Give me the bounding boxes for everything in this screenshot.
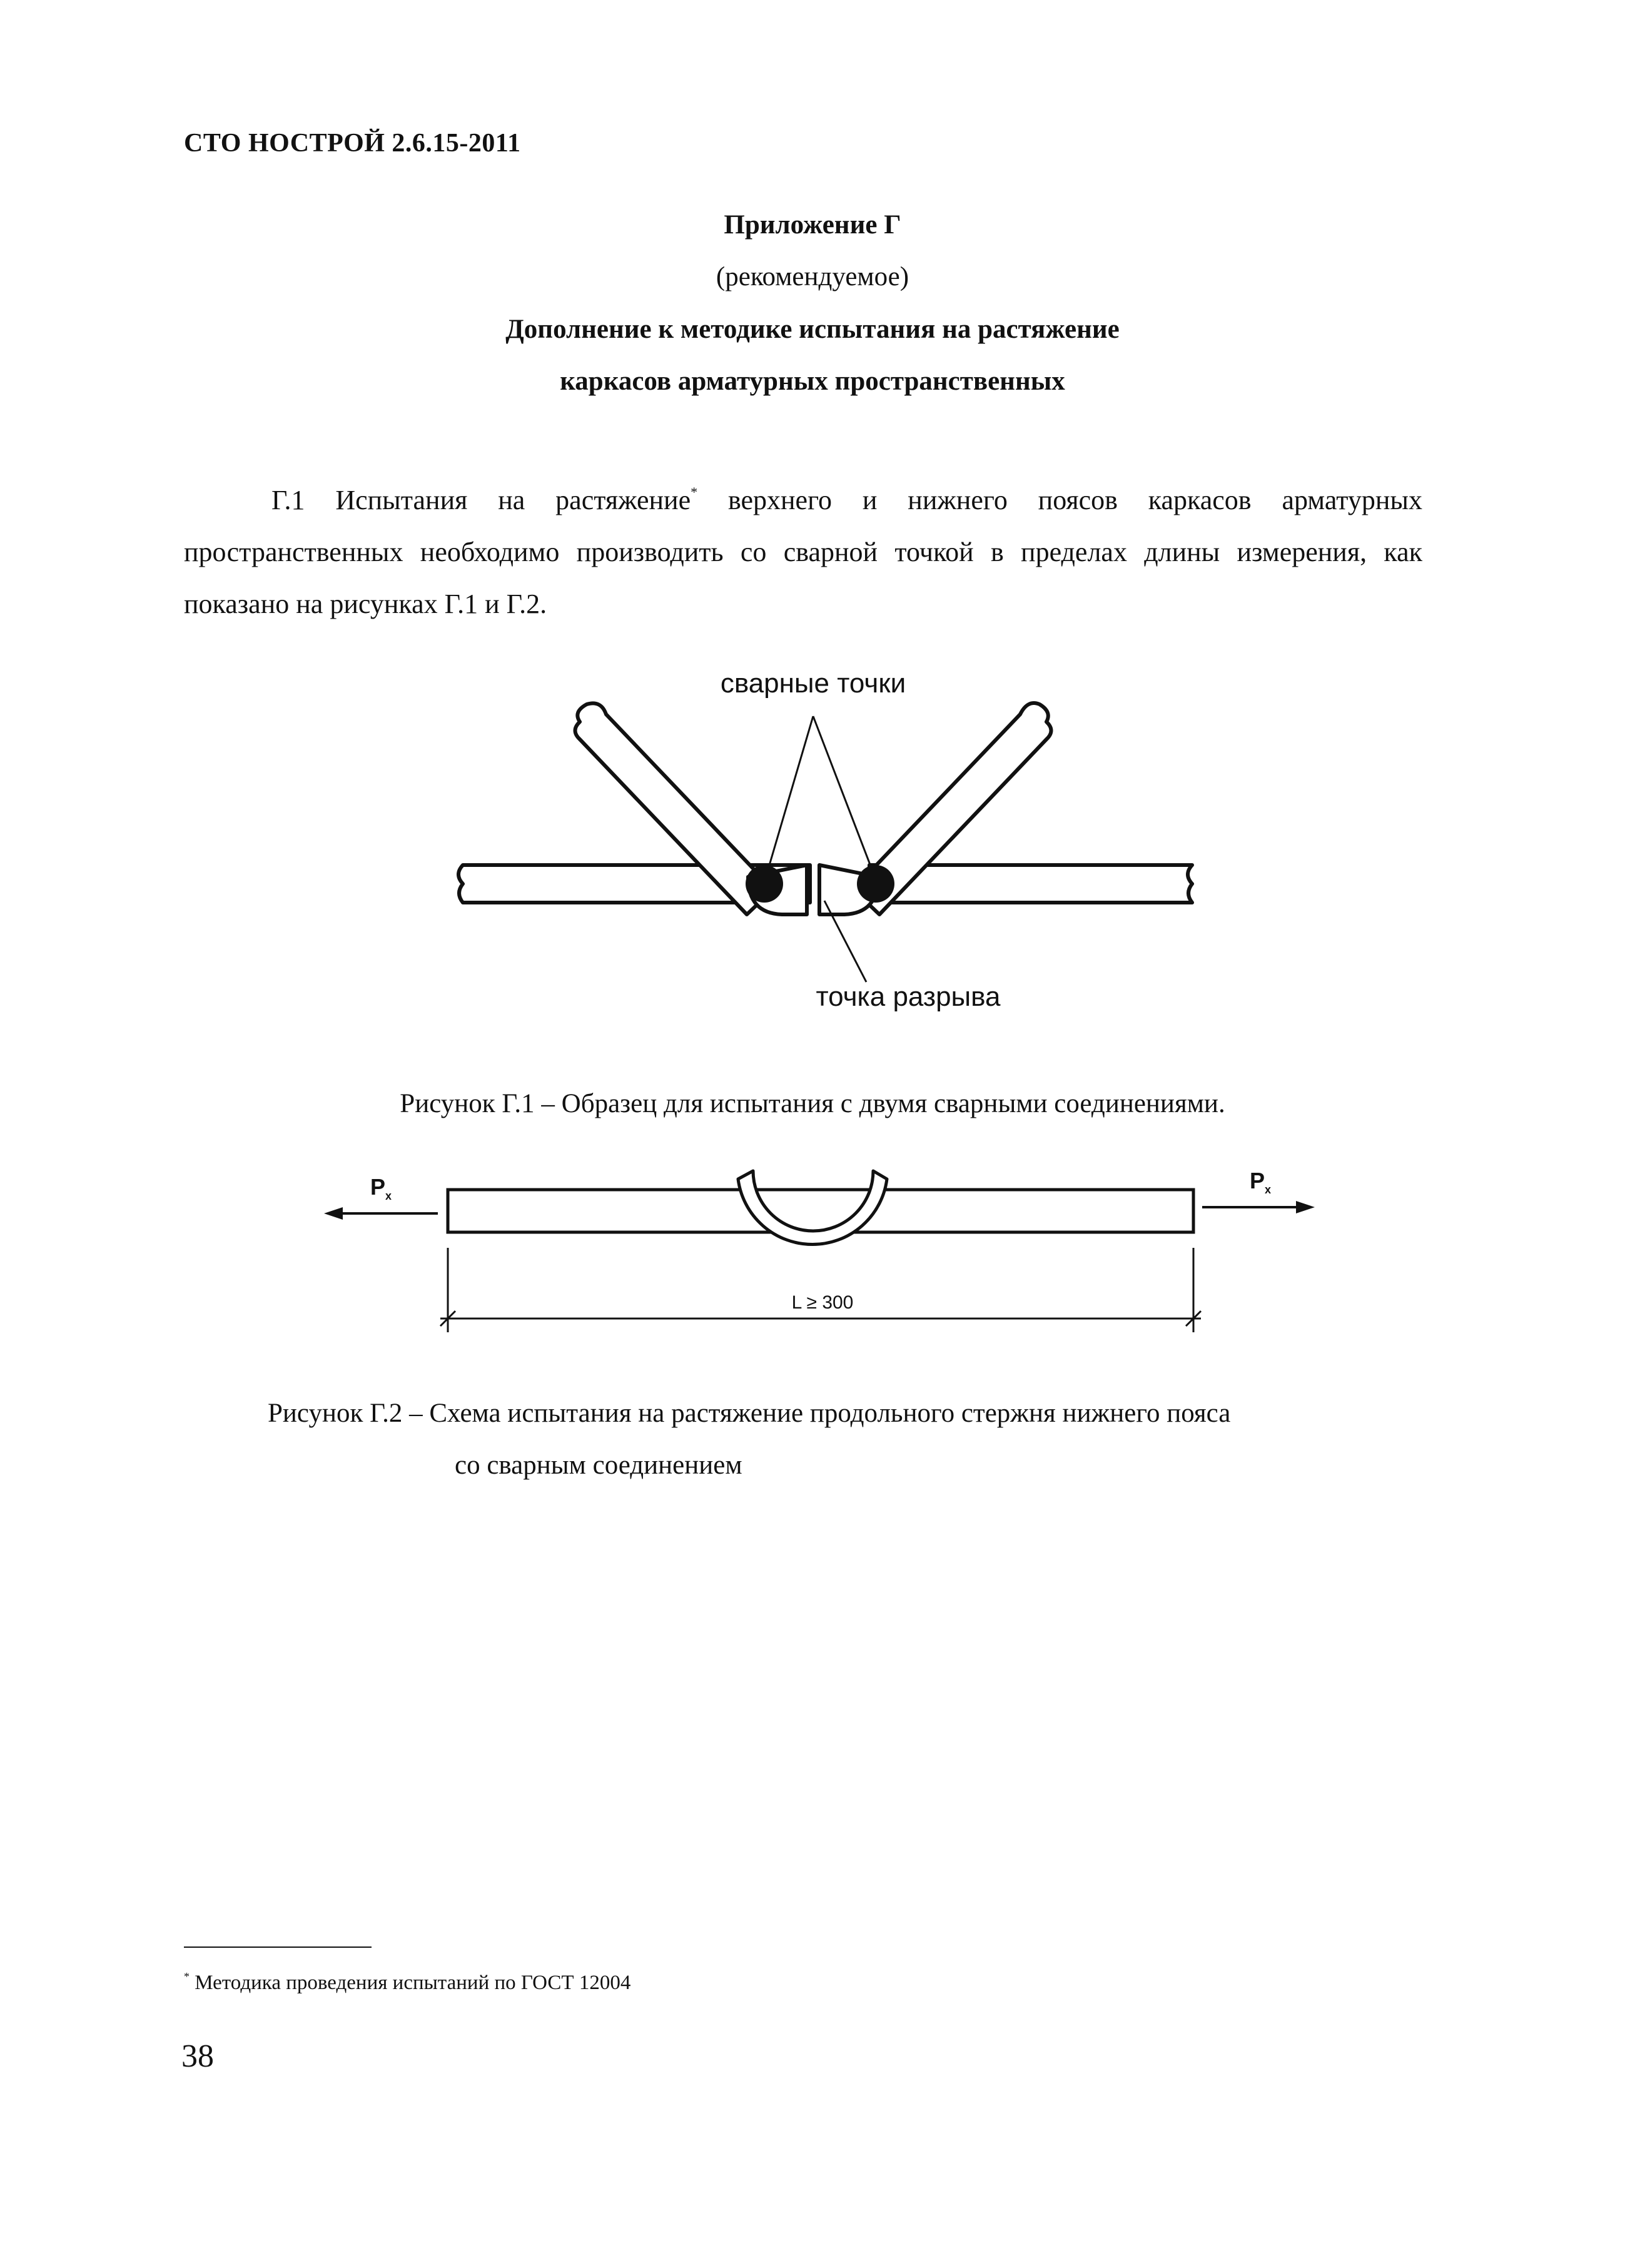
dimension-label: L ≥ 300 xyxy=(791,1292,854,1313)
paragraph-g1-text-start: Г.1 Испытания на растяжение xyxy=(271,485,691,515)
footnote xyxy=(184,1970,630,1995)
figure-g1-drawing xyxy=(458,703,1192,914)
appendix-title: Приложение Г xyxy=(724,210,901,240)
footnote-reference: * xyxy=(691,484,698,500)
paragraph-g1 xyxy=(184,466,1422,630)
force-label-right: $P_x$ xyxy=(1250,1168,1272,1196)
figure-g1-weld-specimen xyxy=(0,651,1625,1026)
leader-lines xyxy=(768,716,872,982)
dimension-line xyxy=(440,1248,1201,1332)
appendix-subtitle-line1: Дополнение к методике испытания на растяжение xyxy=(505,315,1120,344)
left-weld-point xyxy=(746,865,783,903)
appendix-status: (рекомендуемое) xyxy=(716,262,909,291)
figure-g2-caption-line2: со сварным соединением xyxy=(455,1450,742,1480)
footnote-separator xyxy=(184,1947,372,1948)
specimen-bar xyxy=(448,1190,1193,1232)
force-arrow-left xyxy=(324,1207,438,1220)
force-arrow-right xyxy=(1202,1201,1315,1213)
paragraph-g1-text-end: верхнего и нижнего поясов каркасов арматурных пространственных необходимо производить со сварной точкой в пределах длины измерения, как показано на рисунках Г.1 и Г.2. xyxy=(184,485,1422,619)
label-break-point: точка разрыва xyxy=(816,981,1001,1012)
footnote-mark: * xyxy=(184,1970,190,1983)
page-number: 38 xyxy=(181,2038,214,2074)
figure-g2-caption-line1: Рисунок Г.2 – Схема испытания на растяжение продольного стержня нижнего пояса xyxy=(268,1399,1231,1428)
label-weld-points: сварные точки xyxy=(720,668,906,699)
document-code-header: СТО НОСТРОЙ 2.6.15-2011 xyxy=(184,129,521,158)
appendix-subtitle-line2: каркасов арматурных пространственных xyxy=(560,367,1065,396)
footnote-text: Методика проведения испытаний по ГОСТ 12004 xyxy=(190,1972,631,1994)
figure-g2-tension-scheme xyxy=(0,1157,1625,1357)
figure-g1-caption: Рисунок Г.1 – Образец для испытания с двумя сварными соединениями. xyxy=(400,1089,1225,1118)
right-weld-point xyxy=(857,865,894,903)
force-label-left: $P_x$ xyxy=(370,1174,392,1202)
